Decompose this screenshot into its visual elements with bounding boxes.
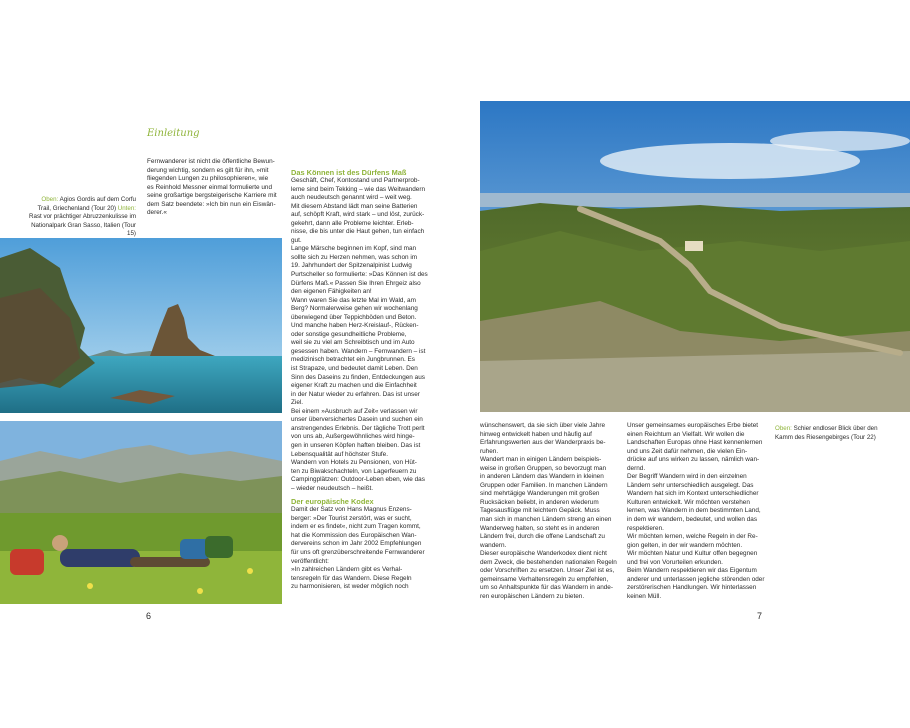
text-line: Tagesausflüge mit leichtem Gepäck. Muss — [480, 507, 600, 515]
text-line: Kulturen entwickelt. Wir möchten verstehen — [627, 498, 750, 506]
text-line: in der Natur wieder zu erfahren. Das ist unser — [291, 390, 420, 398]
text-line: Lange Märsche beginnen im Kopf, sind man — [291, 245, 417, 253]
text-line: sollte sich zu Herzen nehmen, was schon im — [291, 253, 418, 261]
text-line: ruhen. — [480, 447, 499, 455]
text-line: Und manche haben Herz-Kreislauf-, Rücken- — [291, 322, 419, 330]
text-line: Fernwanderer ist nicht die öffentliche Bewun- — [147, 158, 275, 165]
photo-corfu-coast — [0, 238, 282, 413]
text-line: derer.« — [147, 209, 167, 217]
text-line: Dieser europäische Wanderkodex dient nicht — [480, 550, 607, 558]
text-line: oder sonstige gesundheitliche Probleme, — [291, 330, 407, 338]
text-line: medizinisch betrachtet ein Jungbrunnen. Es — [291, 356, 415, 364]
caption-label-right: Oben: — [775, 425, 792, 432]
text-line: dem Zweck, die bestehenden nationalen Regeln — [480, 558, 617, 566]
text-line: Rucksäcken beliebt, in anderen wiederum — [480, 498, 599, 506]
text-line: Damit der Satz von Hans Magnus Enzens- — [291, 506, 412, 514]
text-line: einen Reichtum an Vielfalt. Wir wollen die — [627, 430, 745, 438]
running-head: Einleitung — [147, 128, 200, 139]
section-heading-konnen: Das Können ist des Dürfens Maß — [291, 168, 407, 177]
text-column-2 — [291, 168, 431, 592]
text-line: Ländern sehr unterschiedlich ausgelegt. Das — [627, 481, 754, 489]
text-line: auf, schöpft Kraft, wird stark – und löst, zurück- — [291, 211, 425, 219]
text-line: in anderen Ländern das Wandern in kleinen — [480, 473, 604, 481]
text-line: berger: »Der Tourist zerstört, was er sucht, — [291, 514, 412, 522]
text-line: und uns Zeit dafür nehmen, die vielen Ein- — [627, 447, 748, 455]
caption-label-bottom: Unten: — [117, 204, 136, 212]
text-line: wandern. — [480, 541, 507, 549]
text-line: überwiegend über Teppichböden und Beton. — [291, 313, 417, 321]
text-line: um so Anhaltspunkte für das Wandern in ande- — [480, 584, 613, 592]
text-line: Ziel. — [291, 399, 304, 407]
text-line: anderer und unterlassen jegliche störenden oder — [627, 575, 765, 583]
text-line: ten zu Biwakschachteln, von Lagerfeuern zu — [291, 467, 417, 475]
text-line: seine großartige bergsteigerische Karriere mit — [147, 192, 277, 200]
text-line: tensregeln für das Wandern. Diese Regeln — [291, 574, 412, 582]
text-line: indem er es findet«, nicht zum Tragen kommt, — [291, 523, 421, 531]
section-heading-kodex: Der europäische Kodex — [291, 497, 374, 507]
text-line: sind mehrtägige Wanderungen mit großen — [480, 490, 600, 498]
caption-label-top: Oben: — [41, 196, 59, 203]
caption-text-top: Agios Gordis auf dem Corfu Trail, Griechenland (Tour 20) — [37, 196, 136, 212]
text-line: Gruppen oder Familien. In manchen Ländern — [480, 481, 608, 489]
text-line: Dürfens Maß.« Passen Sie Ihren Ehrgeiz also — [291, 279, 421, 287]
text-line: zerstörerischen Handlungen. Wir hinterlassen — [627, 584, 757, 592]
text-line: gesessen haben. Wandern – Fernwandern – ist — [291, 347, 426, 355]
text-line: oder Vorschriften zu ersetzen. Unser Ziel ist es, — [480, 567, 615, 575]
text-line: man sich in manchen Ländern streng an einen — [480, 516, 612, 524]
text-line: gut. — [291, 236, 302, 244]
text-line: Berg? Normalerweise gehen wir wochenlang — [291, 305, 418, 313]
text-line: für uns oft grenzüberschreitende Fernwanderer — [291, 548, 425, 556]
text-line: Unser gemeinsames europäisches Erbe bietet — [627, 422, 759, 429]
text-line: weil sie zu viel am Schreibtisch und im Auto — [291, 339, 415, 347]
text-column-4 — [627, 422, 767, 601]
text-line: leme sind beim Tekking – wie das Weitwandern — [291, 185, 426, 193]
text-line: hinweg entwickelt haben und häufig auf — [480, 430, 592, 438]
text-line: dernd. — [627, 464, 646, 472]
text-line: lernen, was Wandern in dem bestimmten Land, — [627, 507, 761, 515]
page-number-right: 7 — [757, 611, 763, 621]
photo-riesengebirge-ridge — [480, 101, 910, 412]
text-line: Wir möchten lernen, welche Regeln in der Re- — [627, 533, 758, 541]
text-line: Wandern von Hotels zu Pensionen, von Hüt- — [291, 459, 417, 467]
text-line: gemeinsame Verhaltensregeln zu empfehlen, — [480, 575, 609, 583]
text-line: 19. Jahrhundert der Spitzenalpinist Ludwig — [291, 262, 412, 270]
text-line: Bei einem »Ausbruch auf Zeit« verlassen wir — [291, 407, 418, 415]
text-line: nisse, die bis unter die Haut gehen, tun einfach — [291, 228, 425, 236]
photo-caption-right — [775, 425, 890, 442]
photo-gran-sasso-rest — [0, 421, 282, 604]
photo-caption-left — [28, 196, 136, 239]
text-line: dervereins schon im Jahr 2002 Empfehlungen — [291, 540, 422, 548]
text-line: drücke auf uns wirken zu lassen, nämlich wan- — [627, 456, 760, 464]
text-column-3 — [480, 422, 618, 601]
caption-text-bottom: Rast vor prächtiger Abruzzenkulisse im Nationalpark Gran Sasso, Italien (Tour 15) — [29, 213, 136, 238]
text-column-1 — [147, 158, 283, 218]
text-line: – wieder neudeutsch – heißt. — [291, 484, 374, 492]
text-line: weise in großen Gruppen, so bevorzugt man — [480, 464, 607, 472]
text-line: gion gelten, in der wir wandern möchten. — [627, 541, 743, 549]
text-line: hat die Kommission des Europäischen Wan- — [291, 531, 417, 539]
text-line: von uns ab, Außergewöhnliches wird hinge- — [291, 433, 415, 441]
text-line: Erfahrungswerten aus der Wanderpraxis be- — [480, 439, 606, 447]
text-line: zu harmonisieren, ist weder möglich noch — [291, 583, 409, 591]
text-line: Lebensqualität auf höchster Stufe. — [291, 450, 388, 458]
text-line: Wandert man in einigen Ländern beispiels- — [480, 456, 602, 464]
text-line: respektieren. — [627, 524, 664, 532]
text-line: Landschaften Europas ohne Hast kennenlernen — [627, 439, 763, 447]
text-line: fliegenden Lungen zu philosophieren«, wie — [147, 175, 269, 183]
text-line: Ländern frei, durch die offene Landschaft zu — [480, 533, 605, 541]
text-line: eigener Kraft zu machen und die Einfachheit — [291, 382, 417, 390]
text-line: gen in unseren Köpfen haften bleiben. Das ist — [291, 441, 421, 449]
text-line: Wann waren Sie das letzte Mal im Wald, am — [291, 296, 416, 304]
text-line: unser überversichertes Dasein und suchen ein — [291, 416, 423, 424]
text-line: Sinn des Daseins zu finden, Entdeckungen aus — [291, 373, 425, 381]
text-line: ren europäischen Ländern zu bieten. — [480, 592, 585, 600]
text-line: wünschenswert, da sie sich über viele Jahre — [480, 422, 606, 429]
text-line: es Reinhold Messner einmal formulierte und — [147, 183, 273, 191]
page-number-left: 6 — [146, 611, 152, 621]
text-line: veröffentlicht: — [291, 557, 329, 565]
text-line: Purtscheller so formulierte: »Das Können ist des — [291, 271, 428, 279]
text-line: gekehrt, dann alle Probleme leichter. Erleb- — [291, 219, 414, 227]
text-line: in dem wir wandern, bedeutet, und wollen das — [627, 516, 758, 524]
text-line: auch neudeutsch genannt wird – weit weg. — [291, 194, 412, 202]
text-line: Campingplätzen: Outdoor-Leben eben, wie das — [291, 476, 425, 484]
text-line: anstrengendes Erlebnis. Der tägliche Trott perlt — [291, 424, 425, 432]
text-line: Wanderweg halten, so steht es in anderen — [480, 524, 600, 532]
caption-text-right: Schier endloser Blick über den Kamm des Riesengebirges (Tour 22) — [775, 425, 878, 441]
text-line: und frei von Vorurteilen erkunden. — [627, 558, 723, 566]
text-line: keinen Müll. — [627, 592, 662, 600]
text-line: Beim Wandern respektieren wir das Eigentum — [627, 567, 757, 575]
text-line: ist Strapaze, und bedeutet damit Leben. Den — [291, 365, 418, 373]
text-line: Mit diesem Abstand lädt man seine Batterien — [291, 202, 418, 210]
text-line: »In zahlreichen Ländern gibt es Verhal- — [291, 566, 403, 574]
text-line: dem Satz beendete: »Ich bin nun ein Eiswän- — [147, 200, 276, 208]
text-line: Wir möchten Natur und Kultur offen begegnen — [627, 550, 758, 558]
text-line: derung wichtig, sondern es gilt für ihn, »mit — [147, 166, 269, 174]
text-line: Der Begriff Wandern wird in den einzelnen — [627, 473, 747, 481]
text-line: den eigenen Fähigkeiten an! — [291, 288, 372, 296]
text-line: Wandern hat sich im Kontext unterschiedlicher — [627, 490, 759, 498]
text-line: Geschäft, Chef, Kontostand und Partnerprob- — [291, 177, 420, 184]
